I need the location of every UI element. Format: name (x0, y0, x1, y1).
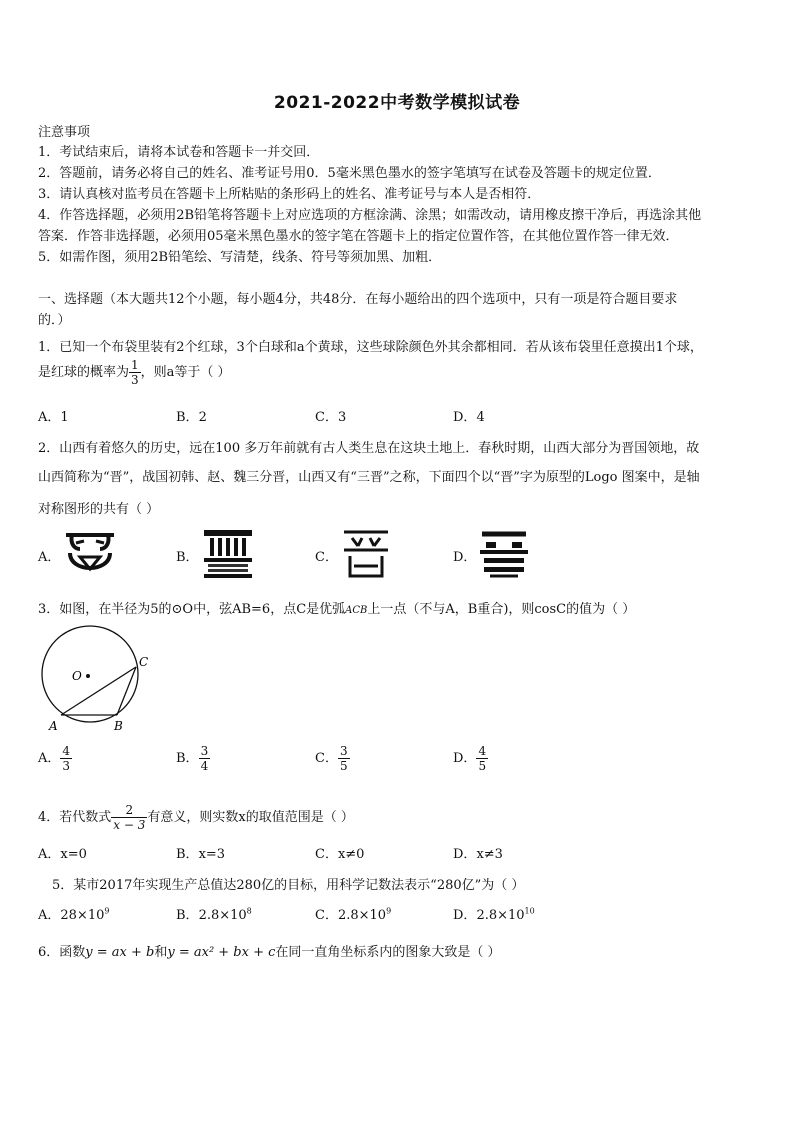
q1-stem-line1: 1．已知一个布袋里装有2个红球，3个白球和a个黄球，这些球除颜色外其余都相同．若从该布袋里任意摸出1个球， (38, 340, 703, 355)
q6-function-linear: y = ax + b (85, 945, 155, 960)
q4-option-a[interactable]: A．x=0 (38, 847, 87, 862)
q3-option-c[interactable]: C． $\frac{3}{5}$ (315, 744, 348, 773)
jin-logo-b-image[interactable] (200, 526, 256, 582)
section-heading-line1: 一、选择题（本大题共12个小题，每小题4分，共48分．在每小题给出的四个选项中，只有一项是符合题目要求 (38, 292, 678, 307)
q1-option-a[interactable]: A．1 (38, 410, 69, 425)
section-heading-line2: 的．） (38, 313, 71, 328)
q2-stem-line2: 山西简称为“晋”，战国初韩、赵、魏三分晋，山西又有“三晋”之称，下面四个以“晋”字为原型的Logo 图案中，是轴 (38, 470, 700, 485)
q3-arc-label: ACB (345, 605, 368, 616)
q1-option-c[interactable]: C．3 (315, 410, 347, 425)
q1-stem-pre: 是红球的概率为 (38, 365, 130, 380)
page-title: 2021-2022中考数学模拟试卷 (273, 93, 521, 113)
q1-stem-post: ，则a等于（ ） (140, 365, 231, 380)
q3-option-a[interactable]: A． $\frac{4}{3}$ (38, 744, 71, 773)
label-a: A (49, 719, 58, 733)
q6-function-quadratic: y = ax² + bx + c (167, 945, 276, 960)
notice-heading: 注意事项 (38, 125, 91, 140)
q4-option-b[interactable]: B．x=3 (176, 847, 226, 862)
q3-stem: 3．如图，在半径为5的⊙O中，弦AB=6，点C是优弧ACB上一点（不与A，B重合)，则cosC的值为（ ） (38, 602, 636, 617)
notice-item: 5．如需作图，须用2B铅笔绘、写清楚，线条、符号等须加黑、加粗． (38, 250, 442, 265)
q2-option-a[interactable]: A． (38, 550, 61, 565)
jin-logo-a-image[interactable] (62, 527, 118, 583)
jin-logo-c-image[interactable] (338, 526, 394, 582)
q3-option-d[interactable]: D． $\frac{4}{5}$ (453, 744, 487, 773)
q1-option-b[interactable]: B．2 (176, 410, 207, 425)
notice-item: 1．考试结束后，请将本试卷和答题卡一并交回． (38, 145, 320, 160)
notice-item: 4．作答选择题，必须用2B铅笔将答题卡上对应选项的方框涂满、涂黑；如需改动，请用橡皮擦干净后，再选涂其他 (38, 208, 702, 223)
notice-item: 3．请认真核对监考员在答题卡上所粘贴的条形码上的姓名、准考证号与本人是否相符． (38, 187, 541, 202)
circle-o (42, 626, 138, 722)
q1-stem-line2 (38, 358, 231, 387)
q2-stem-line3: 对称图形的共有（ ） (38, 502, 160, 517)
q5-option-b[interactable]: B．$2.8\times 10^8$ (176, 906, 252, 923)
label-c: C (139, 655, 149, 669)
q1-fraction (129, 358, 141, 387)
jin-logo-d-image[interactable] (476, 526, 532, 582)
q2-option-d[interactable]: D． (453, 550, 477, 565)
q4-stem: 4．若代数式 $\frac{2}{x - 3}$ 有意义，则实数x的取值范围是（ ） (38, 803, 354, 832)
center-point (86, 674, 90, 678)
q2-option-b[interactable]: B． (176, 550, 199, 565)
segment-bc (117, 667, 136, 715)
notice-item: 答案．作答非选择题，必须用05毫米黑色墨水的签字笔在答题卡上的指定位置作答，在其他位置作答一律无效． (38, 229, 679, 244)
q2-stem-line1: 2．山西有着悠久的历史，远在100 多万年前就有古人类生息在这块土地上．春秋时期，山西大部分为晋国领地，故 (38, 441, 700, 456)
label-b: B (114, 719, 123, 733)
fraction-denominator: 3 (131, 373, 139, 387)
q5-stem: 5．某市2017年实现生产总值达280亿的目标，用科学记数法表示“280亿”为（ ） (52, 878, 525, 893)
q3-circle-figure (36, 622, 154, 734)
q4-option-c[interactable]: C．x≠0 (315, 847, 365, 862)
q4-option-d[interactable]: D．x≠3 (453, 847, 503, 862)
q2-option-c[interactable]: C． (315, 550, 338, 565)
q1-option-d[interactable]: D．4 (453, 410, 485, 425)
label-o: O (72, 669, 82, 683)
q6-stem: 6．函数y = ax + b和y = ax² + bx + c在同一直角坐标系内的图象大致是（ ） (38, 945, 501, 960)
q3-option-b[interactable]: B． $\frac{3}{4}$ (176, 744, 209, 773)
notice-item: 2．答题前，请务必将自己的姓名、准考证号用0．5毫米黑色墨水的签字笔填写在试卷及答题卡的规定位置． (38, 166, 661, 181)
q5-option-d[interactable]: D．$2.8\times 10^{10}$ (453, 906, 535, 923)
fraction-numerator: 1 (131, 358, 139, 372)
q5-option-a[interactable]: A．$28\times 10^9$ (38, 906, 110, 923)
q5-option-c[interactable]: C．$2.8\times 10^9$ (315, 906, 392, 923)
